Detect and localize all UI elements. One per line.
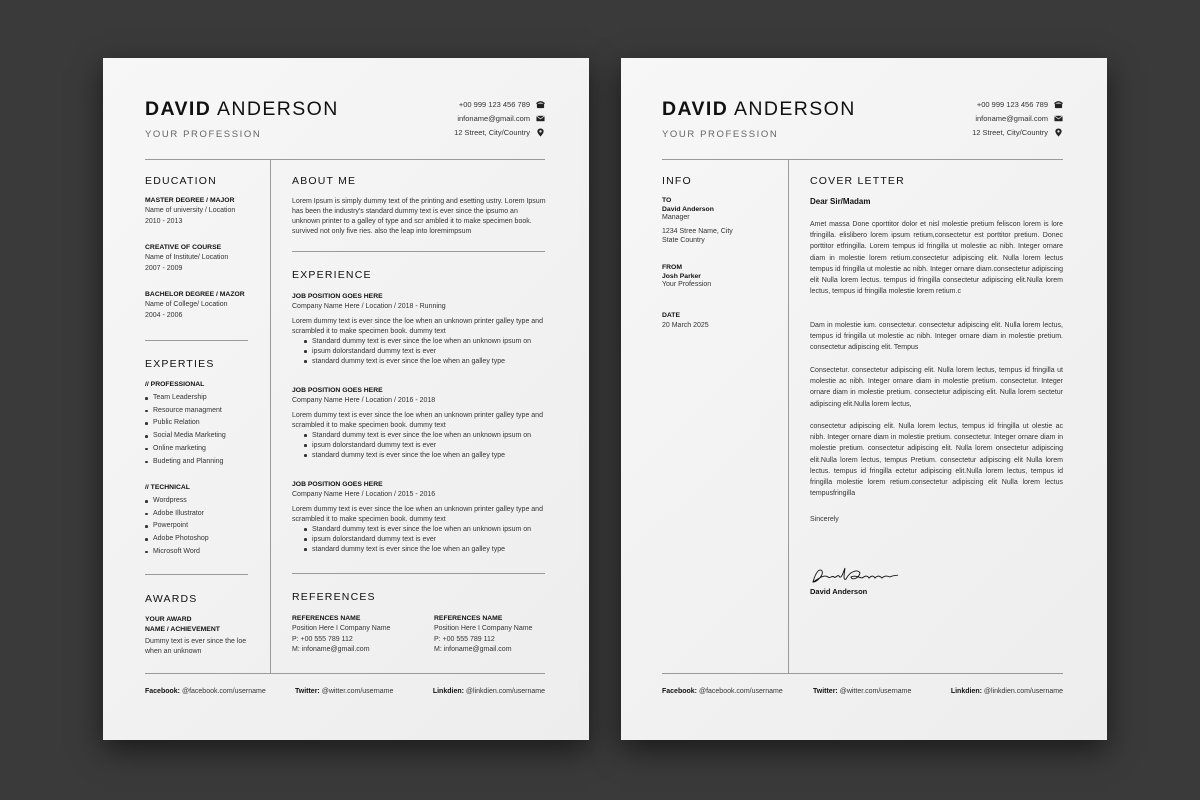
- awards-title: AWARDS: [145, 593, 198, 605]
- sidebar-divider: [145, 574, 248, 575]
- footer-linkedin: Linkdien: @linkdien.com/username: [950, 688, 1063, 695]
- list-item: Microsoft Word: [145, 546, 209, 559]
- job-entry: JOB POSITION GOES HERE Company Name Here / Location / 2018 - Running Lorem dummy text is ever since the loe when an unknown printer galley type and scrambled it to make specimen book. dummy text Standard dummy text is ever since the loe when an unknown ipsum on ipsum dolorstandard dummy text is ever standard dummy text is ever since the loe when an galley type: [292, 293, 548, 367]
- resume-profession: YOUR PROFESSION: [145, 129, 262, 140]
- location-pin-icon: [536, 128, 545, 137]
- list-item: ipsum dolorstandard dummy text is ever: [304, 535, 548, 545]
- experience-divider: [292, 573, 545, 574]
- list-item: Powerpoint: [145, 520, 209, 533]
- letter-paragraph: consectetur adipiscing elit. Nulla lorem lectus, tempus id fringilla ut olestie ac nibh. Integer ornare diam in molestie pretium. consectetur. Integer ornare diam in molestie pretium. consectetur adipiscing elit. Nulla lorem onsectetur adipiscing elit.Nulla lorem lectus, tempus Pretium. consectetur adipiscing elit Nulla lorem lectus. tempus id fringilla ectetur adipiscing elit.Nulla lorem lectus, tempus id fringilla molestie lorem retium.consectetur adipiscing elit Nulla lorem lectus tempusfringilla: [810, 423, 1063, 498]
- footer-twitter: Twitter: @witter.com/username: [295, 688, 394, 695]
- list-item: Standard dummy text is ever since the loe when an unknown ipsum on: [304, 525, 548, 535]
- experience-title: EXPERIENCE: [292, 269, 372, 281]
- professional-heading: // PROFESSIONAL: [145, 381, 205, 388]
- technical-heading: // TECHNICAL: [145, 484, 190, 491]
- list-item: Budeting and Planning: [145, 456, 226, 469]
- list-item: ipsum dolorstandard dummy text is ever: [304, 441, 548, 451]
- info-date: DATE 20 March 2025: [662, 312, 709, 329]
- signer-name: David Anderson: [810, 587, 868, 596]
- letter-paragraph: Consectetur. consectetur adipiscing elit. Nulla lorem lectus, tempus id fringilla ut molestie ac nibh. Integer ornare diam in molestie pretium. consectetur. Integer ornare diam in molestie pretium. consectetur adipiscing elit. Nulla lorem sectetur adipiscing elit.Nulla lorem lectus,: [810, 367, 1063, 408]
- cover-letter-title: COVER LETTER: [810, 175, 905, 187]
- info-from: FROM Josh Parker Your Profession: [662, 264, 712, 288]
- contact-phone: +00 999 123 456 789: [459, 100, 545, 109]
- footer-divider: [145, 673, 545, 674]
- reference-item: REFERENCES NAME Position Here I Company Name P: +00 555 789 112 M: infoname@gmail.com: [434, 615, 533, 653]
- job-bullets: [304, 525, 548, 555]
- letter-greeting: Dear Sir/Madam: [810, 197, 871, 206]
- job-bullets: [304, 431, 548, 461]
- column-divider: [270, 159, 271, 673]
- expertise-title: EXPERTIES: [145, 358, 215, 370]
- phone-icon: [536, 100, 545, 109]
- first-name: DAVID: [662, 98, 729, 120]
- contact-email: infoname@gmail.com: [975, 114, 1063, 123]
- reference-item: REFERENCES NAME Position Here I Company Name P: +00 555 789 112 M: infoname@gmail.com: [292, 615, 391, 653]
- signature-icon: [810, 565, 900, 587]
- envelope-icon: [1054, 114, 1063, 123]
- job-bullets: [304, 337, 548, 367]
- letter-name: [662, 98, 856, 121]
- about-divider: [292, 251, 545, 252]
- first-name: DAVID: [145, 98, 212, 120]
- footer-facebook: Facebook: @facebook.com/username: [662, 688, 783, 695]
- info-to: TO David Anderson Manager 1234 Stree Name, City State Country: [662, 197, 733, 244]
- footer-linkedin: Linkdien: @linkdien.com/username: [432, 688, 545, 695]
- resume-name: [145, 98, 339, 121]
- references-title: REFERENCES: [292, 591, 376, 603]
- phone-icon: [1054, 100, 1063, 109]
- sidebar-divider: [145, 340, 248, 341]
- list-item: ipsum dolorstandard dummy text is ever: [304, 347, 548, 357]
- letter-profession: YOUR PROFESSION: [662, 129, 779, 140]
- letter-paragraph: Amet massa Done cporttitor dolor et nisl molestie pretium feliscon lorem is lore tfringilla. elislibero lorem ipsum retium,consectetur est porttitor pretium. Donec porttitor etfringilla. Lorem tempus id fringilla ut molestie ac nibh. Integer ornare diam in molestie lorem retium.consectetur adipiscing elit. Nulla lorem lectus tempus id fringilla ut molestie ac nibh. Integer ornare diam.consectetur adipiscing elit Nulla lorem lectus. tempus id fringilla consectetur adipiscing elit.Nulla lorem lectus, tempus id fringilla molestie lorem retium.c: [810, 221, 1063, 296]
- job-entry: JOB POSITION GOES HERE Company Name Here / Location / 2016 - 2018 Lorem dummy text is ever since the loe when an unknown printer galley type and scrambled it to make specimen book. dummy text Standard dummy text is ever since the loe when an unknown ipsum on ipsum dolorstandard dummy text is ever standard dummy text is ever since the loe when an galley type: [292, 387, 548, 461]
- education-title: EDUCATION: [145, 175, 217, 187]
- education-item: BACHELOR DEGREE / MAZOR Name of College/ Location 2004 - 2006: [145, 291, 245, 319]
- contact-address: 12 Street, City/Country: [454, 128, 545, 137]
- list-item: Online marketing: [145, 443, 226, 456]
- last-name: ANDERSON: [216, 98, 339, 120]
- list-item: standard dummy text is ever since the loe when an galley type: [304, 545, 548, 555]
- list-item: Team Leadership: [145, 392, 226, 405]
- list-item: Wordpress: [145, 495, 209, 508]
- column-divider: [788, 159, 789, 673]
- envelope-icon: [536, 114, 545, 123]
- list-item: Adobe Illustrator: [145, 508, 209, 521]
- footer-twitter: Twitter: @witter.com/username: [813, 688, 912, 695]
- education-item: MASTER DEGREE / MAJOR Name of university / Location 2010 - 2013: [145, 197, 236, 225]
- award-item: YOUR AWARD NAME / ACHIEVEMENT Dummy text is ever since the loe when an unknown: [145, 616, 247, 655]
- job-entry: JOB POSITION GOES HERE Company Name Here / Location / 2015 - 2016 Lorem dummy text is ever since the loe when an unknown printer galley type and scrambled it to make specimen book. dummy text Standard dummy text is ever since the loe when an unknown ipsum on ipsum dolorstandard dummy text is ever standard dummy text is ever since the loe when an galley type: [292, 481, 548, 555]
- last-name: ANDERSON: [733, 98, 856, 120]
- info-title: INFO: [662, 175, 692, 187]
- header-divider: [145, 159, 545, 160]
- list-item: Resource managment: [145, 405, 226, 418]
- contact-address: 12 Street, City/Country: [972, 128, 1063, 137]
- letter-paragraph: Dam in molestie ium. consectetur. consectetur adipiscing elit. Nulla lorem lectus, tempus id fringilla ut molestie ac nibh. Integer ornare diam in molestie pretium. consectetur adipiscing elit. Tempus: [810, 322, 1063, 352]
- list-item: Adobe Photoshop: [145, 533, 209, 546]
- list-item: standard dummy text is ever since the loe when an galley type: [304, 357, 548, 367]
- cover-letter-page: [621, 58, 1107, 740]
- list-item: standard dummy text is ever since the loe when an galley type: [304, 451, 548, 461]
- list-item: Standard dummy text is ever since the loe when an unknown ipsum on: [304, 337, 548, 347]
- list-item: Social Media Marketing: [145, 430, 226, 443]
- header-divider: [662, 159, 1063, 160]
- technical-skills-list: [145, 495, 209, 559]
- resume-page: [103, 58, 589, 740]
- contact-phone: +00 999 123 456 789: [977, 100, 1063, 109]
- education-item: CREATIVE OF COURSE Name of Institute/ Location 2007 - 2009: [145, 244, 229, 272]
- location-pin-icon: [1054, 128, 1063, 137]
- footer-facebook: Facebook: @facebook.com/username: [145, 688, 266, 695]
- list-item: Standard dummy text is ever since the loe when an unknown ipsum on: [304, 431, 548, 441]
- about-text: Lorem Ipsum is simply dummy text of the printing and esetting ustry. Lorem Ipsum has been the industry's standard dummy text is ever since the ipsumo an unknown printer to a galley of type and scr ambled it to make specimen book. survived not only five ries. also the leap into loremimpsum: [292, 198, 546, 235]
- letter-closing: Sincerely: [810, 516, 839, 523]
- list-item: Public Relation: [145, 417, 226, 430]
- professional-skills-list: [145, 392, 226, 468]
- about-title: ABOUT ME: [292, 175, 357, 187]
- footer-divider: [662, 673, 1063, 674]
- contact-email: infoname@gmail.com: [457, 114, 545, 123]
